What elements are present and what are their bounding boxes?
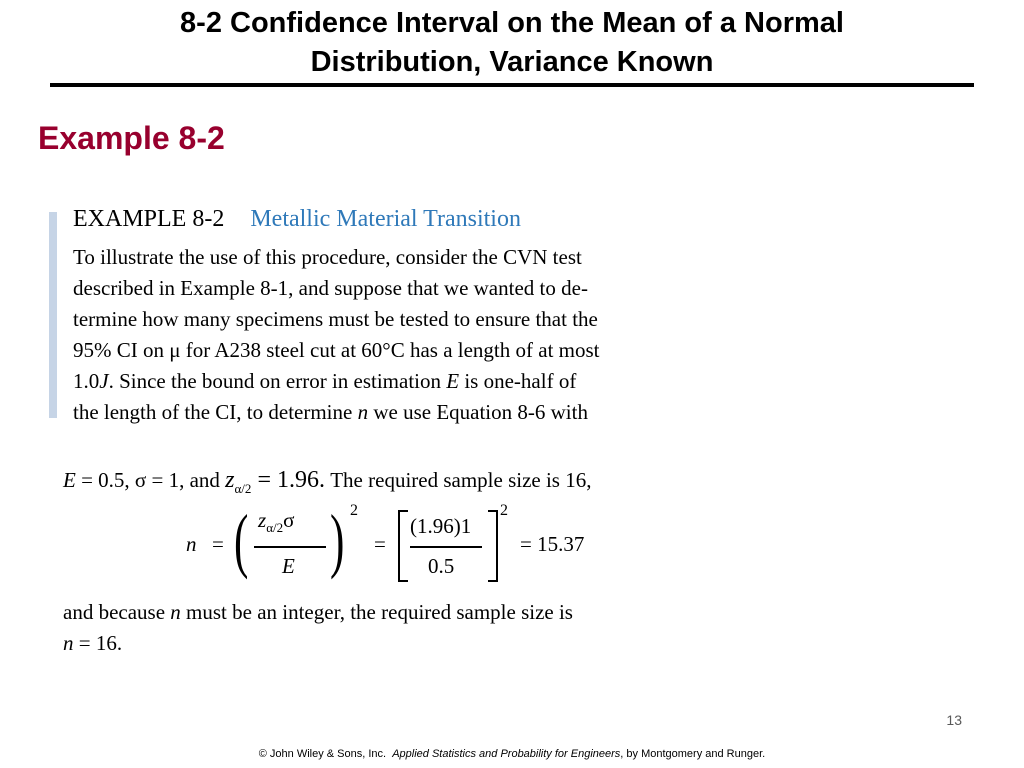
- conclusion-line: [63, 628, 723, 659]
- paragraph-text: we use Equation 8-6 with: [373, 400, 588, 424]
- example-heading: Metallic Material Transition: [250, 206, 521, 232]
- example-paragraph: [73, 242, 703, 428]
- sample-size-formula: [186, 502, 626, 586]
- num-z-sub: α/2: [266, 520, 284, 536]
- mu-symbol: μ: [169, 338, 181, 362]
- conclusion-line: [63, 597, 723, 628]
- paragraph-text: . Since the bound on error in estimation: [108, 369, 442, 393]
- var-e: E: [63, 468, 76, 492]
- title-line-2: Distribution, Variance Known: [310, 46, 714, 78]
- paragraph-line: [73, 366, 703, 397]
- num-z: z: [258, 508, 267, 532]
- paragraph-text: for A238 steel cut at 60°C has a length of at most: [185, 338, 600, 362]
- paragraph-text: the length of the CI, to determine: [73, 400, 353, 424]
- example-header: [73, 206, 521, 233]
- unit-j: J: [99, 369, 109, 393]
- given-values-line: [63, 467, 591, 497]
- title-divider: [50, 83, 974, 87]
- footer-copyright: © John Wiley & Sons, Inc.: [258, 748, 387, 760]
- var-n: n: [63, 631, 74, 655]
- var-n: n: [170, 600, 181, 624]
- left-paren: (: [234, 500, 249, 580]
- formula-result: = 15.37: [520, 532, 585, 556]
- right-bracket: [488, 510, 498, 582]
- title-line-1: 8-2 Confidence Interval on the Mean of a Normal: [180, 7, 844, 39]
- page-number: 13: [946, 712, 962, 728]
- sigma-value: σ = 1, and: [134, 468, 220, 492]
- given-tail-text: The required sample size is 16,: [330, 468, 592, 492]
- fraction-bar-2: [410, 546, 482, 548]
- slide-title: [40, 4, 984, 82]
- formula-denominator: E: [282, 554, 295, 578]
- formula-numerator: [258, 508, 294, 536]
- conclusion: [63, 597, 723, 659]
- left-bracket: [398, 510, 408, 582]
- formula-denominator-2: 0.5: [428, 554, 455, 578]
- exponent-2: 2: [500, 502, 508, 519]
- formula-numerator-2: (1.96)1: [410, 514, 472, 538]
- var-z: z: [225, 467, 235, 493]
- paragraph-line: To illustrate the use of this procedure, consider the CVN test: [73, 245, 582, 269]
- paragraph-text: 1.0: [73, 369, 100, 393]
- example-label: EXAMPLE 8-2: [73, 206, 225, 232]
- formula-equals-2: =: [374, 532, 386, 556]
- formula-lhs: n: [186, 532, 197, 556]
- right-paren: ): [330, 500, 345, 580]
- var-e: E: [446, 369, 460, 393]
- fraction-bar-1: [254, 546, 326, 548]
- exponent-1: 2: [350, 502, 358, 519]
- example-side-bar: [49, 212, 57, 418]
- formula-equals-1: =: [212, 532, 224, 556]
- e-value: = 0.5,: [81, 468, 130, 492]
- num-sigma: σ: [283, 508, 295, 532]
- paragraph-text: is one-half of: [464, 369, 577, 393]
- slide-subtitle: Example 8-2: [38, 120, 225, 156]
- footer-book-title: Applied Statistics and Probability for Engineers: [392, 748, 621, 760]
- paragraph-line: [73, 397, 703, 428]
- paragraph-line: termine how many specimens must be tested to ensure that the: [73, 307, 598, 331]
- conclusion-text: must be an integer, the required sample size is: [186, 600, 573, 624]
- paragraph-text: 95% CI on: [73, 338, 164, 362]
- footer-authors: , by Montgomery and Runger.: [620, 748, 766, 760]
- conclusion-text: = 16.: [78, 631, 123, 655]
- z-value: = 1.96.: [257, 467, 325, 493]
- z-subscript: α/2: [234, 480, 252, 496]
- paragraph-line: [73, 335, 703, 366]
- conclusion-text: and because: [63, 600, 166, 624]
- var-n: n: [357, 400, 369, 424]
- paragraph-line: described in Example 8-1, and suppose that we wanted to de-: [73, 276, 588, 300]
- footer: [0, 748, 1024, 760]
